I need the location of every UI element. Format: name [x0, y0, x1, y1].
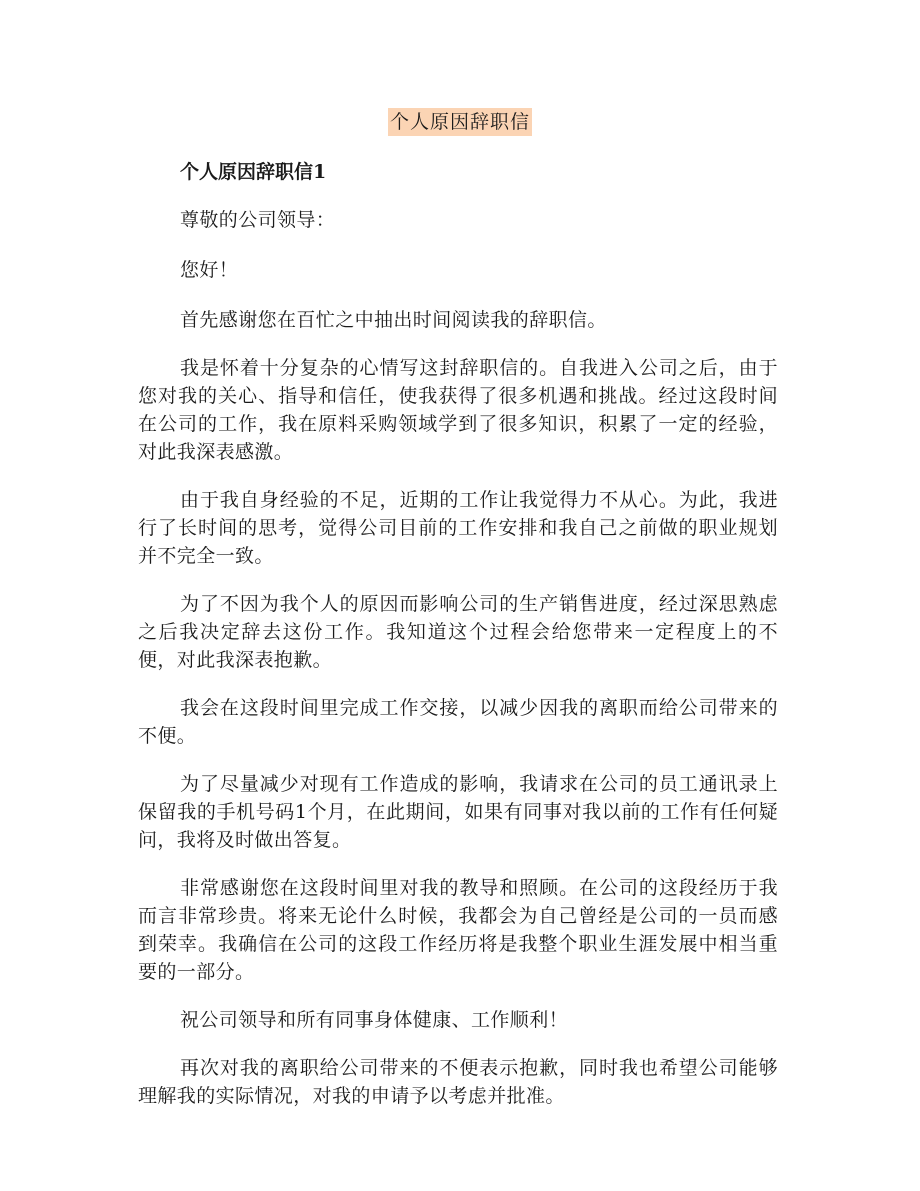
paragraph-feelings: 我是怀着十分复杂的心情写这封辞职信的。自我进入公司之后，由于您对我的关心、指导和信任，使我获得了很多机遇和挑战。经过这段时间在公司的工作，我在原料采购领域学到了很多知识，积累了一定的经验，对此我深表感激。 — [138, 357, 778, 463]
paragraph-wishes: 祝公司领导和所有同事身体健康、工作顺利！ — [180, 1009, 569, 1031]
salutation: 尊敬的公司领导： — [180, 209, 336, 231]
paragraph-decision: 为了不因为我个人的原因而影响公司的生产销售进度，经过深思熟虑之后我决定辞去这份工作。我知道这个过程会给您带来一定程度上的不便，对此我深表抱歉。 — [138, 593, 778, 671]
title-container — [0, 108, 920, 136]
paragraph-apology: 再次对我的离职给公司带来的不便表示抱歉，同时我也希望公司能够理解我的实际情况，对我的申请予以考虑并批准。 — [138, 1057, 778, 1107]
letter-body — [138, 206, 778, 1130]
document-title: 个人原因辞职信 — [388, 108, 532, 136]
paragraph-reason: 由于我自身经验的不足，近期的工作让我觉得力不从心。为此，我进行了长时间的思考，觉得公司目前的工作安排和我自己之前做的职业规划并不完全一致。 — [138, 489, 778, 567]
paragraph-thanks: 首先感谢您在百忙之中抽出时间阅读我的辞职信。 — [180, 309, 607, 331]
paragraph-gratitude: 非常感谢您在这段时间里对我的教导和照顾。在公司的这段经历于我而言非常珍贵。将来无论什么时候，我都会为自己曾经是公司的一员而感到荣幸。我确信在公司的这段工作经历将是我整个职业生涯发展中相当重要的一部分。 — [138, 877, 778, 983]
paragraph-contact: 为了尽量减少对现有工作造成的影响，我请求在公司的员工通讯录上保留我的手机号码1个月，在此期间，如果有同事对我以前的工作有任何疑问，我将及时做出答复。 — [138, 773, 778, 851]
greeting: 您好！ — [180, 259, 239, 281]
paragraph-handover: 我会在这段时间里完成工作交接，以减少因我的离职而给公司带来的不便。 — [138, 697, 778, 747]
section-heading: 个人原因辞职信1 — [180, 161, 327, 183]
